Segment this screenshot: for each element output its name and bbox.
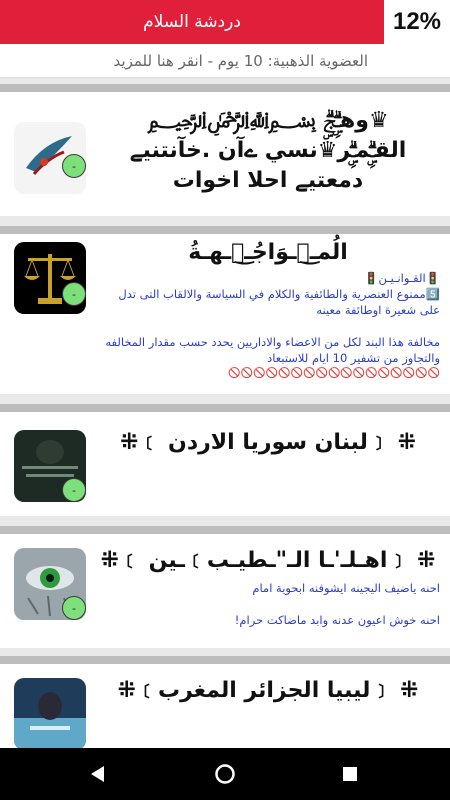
room-name: الُمـ๋͜ـوَاجُـ๋͜ـهـةُ	[188, 240, 348, 265]
landscape-photo-icon	[14, 678, 86, 748]
room-name: ♛وهـِۣۗجۣۗ ﷽ القـِۣۗمـِۣۗر♛نسي ےآن .خآنتنيے دمعتيے احلا اخوات	[129, 108, 407, 193]
home-circle-icon	[214, 763, 236, 785]
room-description	[96, 580, 440, 650]
membership-banner[interactable]: العضوية الذهبية: 10 يوم - انقر هنا للمزيد	[0, 44, 450, 78]
top-bar	[0, 0, 450, 44]
recents-square-icon	[340, 764, 360, 784]
room-card[interactable]	[0, 656, 450, 748]
room-description	[96, 270, 440, 394]
nav-recents-button[interactable]	[320, 748, 380, 800]
room-list[interactable]	[0, 84, 450, 748]
battery-percent: 12%	[392, 8, 442, 35]
room-description-line: احنه خوش اعيون عدنه وابد ماضاكت حرام!	[234, 613, 440, 627]
room-name: ⁜ ﹝اهـلـ'ـا الـ"ـطيـب﹞ـين ﹞⁜	[100, 548, 436, 573]
room-card[interactable]	[0, 526, 450, 648]
room-description-line: 🚦القـوانـيـن🚦	[364, 271, 440, 285]
room-card[interactable]	[0, 226, 450, 394]
room-card[interactable]	[0, 404, 450, 516]
room-title[interactable]: دردشة السلام	[0, 0, 384, 44]
room-description-line: 🚫🚫🚫🚫🚫🚫🚫🚫🚫🚫🚫🚫🚫🚫🚫🚫🚫	[228, 368, 440, 379]
room-description-line: مخالفة هذا البند لكل من الاعضاء والاداريين يحدد حسب مقدار المخالفه والتجاوز من تشفير 10 ايام للاستبعاد	[105, 335, 440, 365]
online-status-icon: -	[62, 282, 86, 306]
room-description-line: 5️⃣ممنوع العنصرية والطائفية والكلام في السياسة والالقاب التى تدل على شعيرة اوطائفة معينه	[118, 287, 440, 317]
room-description-line	[96, 318, 440, 334]
room-avatar	[14, 678, 86, 748]
back-triangle-icon	[88, 764, 108, 784]
nav-home-button[interactable]	[195, 748, 255, 800]
online-status-icon: -	[62, 596, 86, 620]
room-name: ⁜ ﹝ليبيا الجزائر المغرب﹞⁜	[117, 678, 419, 703]
nav-back-button[interactable]	[68, 748, 128, 800]
room-description-line: احنه ياضيف اليجينه ايشوفنه ابحوية امام	[252, 581, 440, 595]
online-status-icon: -	[62, 478, 86, 502]
system-nav-bar	[0, 748, 450, 800]
room-description-line	[96, 596, 440, 612]
room-name: ⁜ ﹝لبنان سوريا الاردن ﹞⁜	[119, 430, 417, 455]
online-status-icon: -	[62, 154, 86, 178]
room-card[interactable]	[0, 84, 450, 216]
